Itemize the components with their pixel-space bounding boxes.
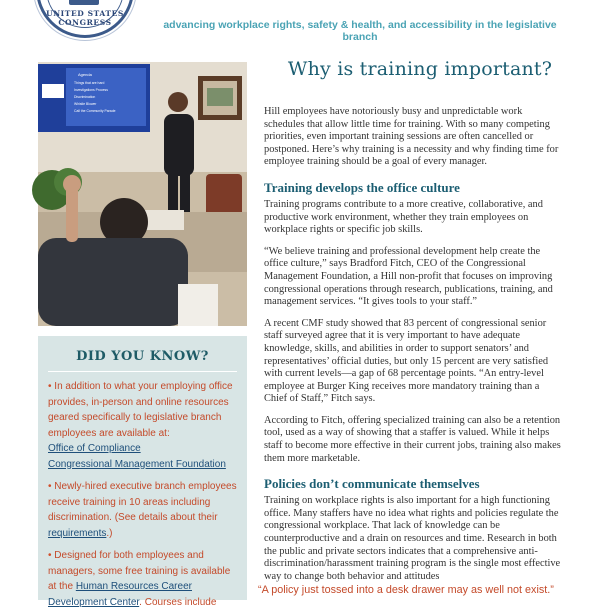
training-photo [38,62,247,326]
congress-seal-logo [36,0,134,38]
paragraph: “We believe training and professional development help create the office culture,” says Bradford Fitch, CEO of the Congressional Management Foundation, a Hill non-profit that focuses on improving congressional operations through research, publications, training, and management services. “It gives tools to your staff.” [264,245,553,308]
sidebar-item [48,479,237,541]
office-of-compliance-link[interactable]: Office of Compliance [48,443,141,454]
sidebar-item [48,548,237,610]
slide-line: Call the Community Parade [74,109,116,113]
slide-line: Investigations Process [74,88,108,92]
sidebar-item [48,379,237,472]
sidebar-item-text: .) [106,527,113,539]
paragraph: Training on workplace rights is also important for a high functioning office. Many staffers have no idea what rights and policies regulate the congressional workplace. That lack of knowledge can be counterproductive and a drain on resources and time. Research in both the public and private sectors indicates that a comprehensive anti-discrimination/harassment training program is the single most effective way to change both behavior and attitudes [264,495,561,582]
seal-text: UNITED STATES CONGRESS [46,9,124,27]
article-title: Why is training important? [287,58,553,80]
bullet-icon: • [48,481,52,492]
sidebar-item-text: Designed for both employees and managers, some free training is available at the [48,550,231,592]
slide-line: Discrimination [74,95,96,99]
sidebar-item-text: . Courses include [139,596,217,608]
slide-line: Things that are hard [74,81,105,85]
training-photo-illustration [38,62,247,326]
section-heading: Training develops the office culture [264,179,460,195]
sidebar-item-text: Newly-hired executive branch employees receive training in 10 areas including discrimination. (See details about their [48,481,237,523]
paragraph: According to Fitch, offering specialized training can also be a retention tool, used as a way of showing that a staffer is valued. While it helps staff to become more effective in their current jobs, training also makes them more marketable. [264,414,561,464]
requirements-link[interactable]: requirements [48,527,107,539]
paragraph: Training programs contribute to a more creative, collaborative, and productive work environment, whether they train employees on workplace rights or specific job skills. [264,198,543,236]
did-you-know-sidebar [38,336,247,608]
sidebar-item-text: In addition to what your employing office provides, in-person and online resources geared specifically to legislative branch employees are available at: [48,381,233,439]
section-heading: Policies don’t communicate themselves [264,476,480,492]
cmf-link[interactable]: Congressional Management Foundation [48,458,226,470]
intro-paragraph: Hill employees have notoriously busy and unpredictable work schedules that allow little time for training. With so many competing priorities, even important training sessions are often cancelled or postponed. Here’s why training is a necessity and why finding time for employee training should be a goal of every manager. [264,106,559,168]
slide-line: Agenda [78,72,92,77]
capitol-dome-icon [69,0,99,5]
main-article [264,58,564,583]
bullet-icon: • [48,550,52,561]
slide-line: Whistle Blower [74,102,97,106]
paragraph: A recent CMF study showed that 83 percent of congressional senior staff surveyed agree that it is very important to have adequate knowledge, skills, and abilities in order to support senators’ and representatives’ official duties, but only 15 percent are very satisfied with current levels—a gap of 68 percentage points. “An entry-level employee at Burger King receives more mandatory training than a Chief of Staff,” Fitch says. [264,317,549,405]
hr-career-center-link[interactable]: Human Resources Career Development Center [48,581,192,608]
sidebar-title: DID YOU KNOW? [48,349,237,372]
tagline: advancing workplace rights, safety & health, and accessibility in the legislative branch [163,19,557,43]
bullet-icon: • [48,381,52,392]
pull-quote: “A policy just tossed into a desk drawer may as well not exist.” [258,584,554,596]
